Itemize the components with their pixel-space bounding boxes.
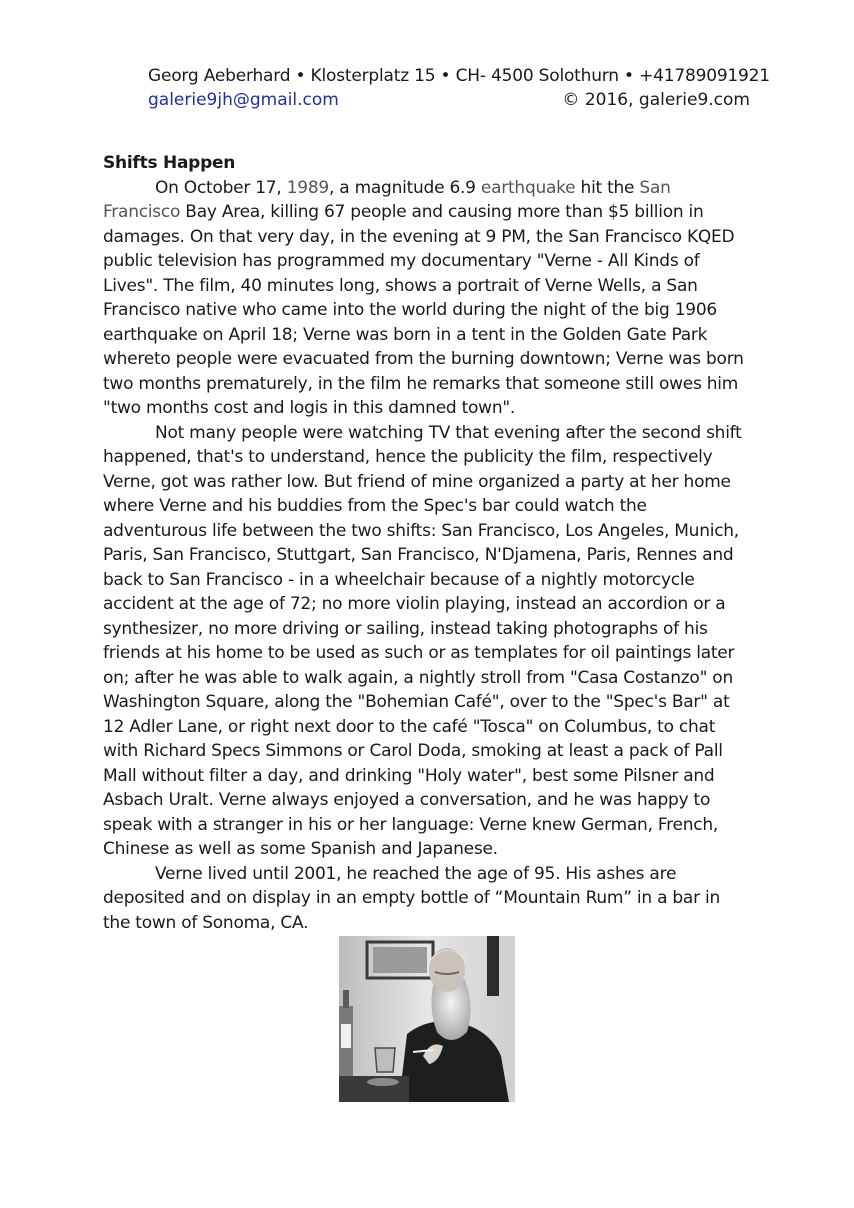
p1-earthquake: earthquake <box>480 177 576 198</box>
p1-text-c: hit the <box>575 177 640 198</box>
p1-text-b: , a magnitude 6.9 <box>328 177 481 198</box>
portrait-photo-drawing <box>339 936 515 1102</box>
portrait-photo <box>339 936 515 1102</box>
article-title: Shifts Happen <box>103 153 236 173</box>
copyright-notice: © 2016, galerie9.com <box>562 90 750 110</box>
letterhead <box>148 64 770 112</box>
p1-text-d: Bay Area, killing 67 people and causing more than $5 billion in damages. On that very day, in the evening at 9 PM, the San Francisco KQED public television has programmed my documentary "Verne - All Kinds of Lives". The film, 40 minutes long, shows a portrait of Verne Wells, a San Francisco native who came into the world during the night of the big 1906 earthquake on April 18; Verne was born in a tent in the Golden Gate Park whereto people were evacuated from the burning downtown; Verne was born two months prematurely, in the film he remarks that someone still owes him "two months cost and logis in this damned town". <box>103 202 744 418</box>
p1-text-a: On October 17, <box>155 177 287 198</box>
p1-san-francisco: San Francisco <box>103 177 671 222</box>
p1-year: 1989 <box>286 177 329 198</box>
letterhead-address: Georg Aeberhard • Klosterplatz 15 • CH- 4500 Solothurn • +41789091921 <box>148 66 770 86</box>
email-link[interactable]: galerie9jh@gmail.com <box>148 90 339 110</box>
paragraph-1 <box>103 176 751 421</box>
paragraph-3: Verne lived until 2001, he reached the age of 95. His ashes are deposited and on display in an empty bottle of “Mountain Rum” in a bar in the town of Sonoma, CA. <box>103 863 720 933</box>
letterhead-contact-row <box>148 88 750 112</box>
article <box>103 151 751 935</box>
paragraph-2: Not many people were watching TV that evening after the second shift happened, that's to understand, hence the publicity the film, respectively Verne, got was rather low. But friend of mine organized a party at her home where Verne and his buddies from the Spec's bar could watch the adventurous life between the two shifts: San Francisco, Los Angeles, Munich, Paris, San Francisco, Stuttgart, San Francisco, N'Djamena, Paris, Rennes and back to San Francisco - in a wheelchair because of a nightly motorcycle accident at the age of 72; no more violin playing, instead an accordion or a synthesizer, no more driving or sailing, instead taking photographs of his friends at his home to be used as such or as templates for oil paintings later on; after he was able to walk again, a nightly stroll from "Casa Costanzo" on Washington Square, along the "Bohemian Café", over to the "Spec's Bar" at 12 Adler Lane, or right next door to the café "Tosca" on Columbus, to chat with Richard Specs Simmons or Carol Doda, smoking at least a pack of Pall Mall without filter a day, and drinking "Holy water", best some Pilsner and Asbach Uralt. Verne always enjoyed a conversation, and he was happy to speak with a stranger in his or her language: Verne knew German, French, Chinese as well as some Spanish and Japanese. <box>103 422 742 859</box>
